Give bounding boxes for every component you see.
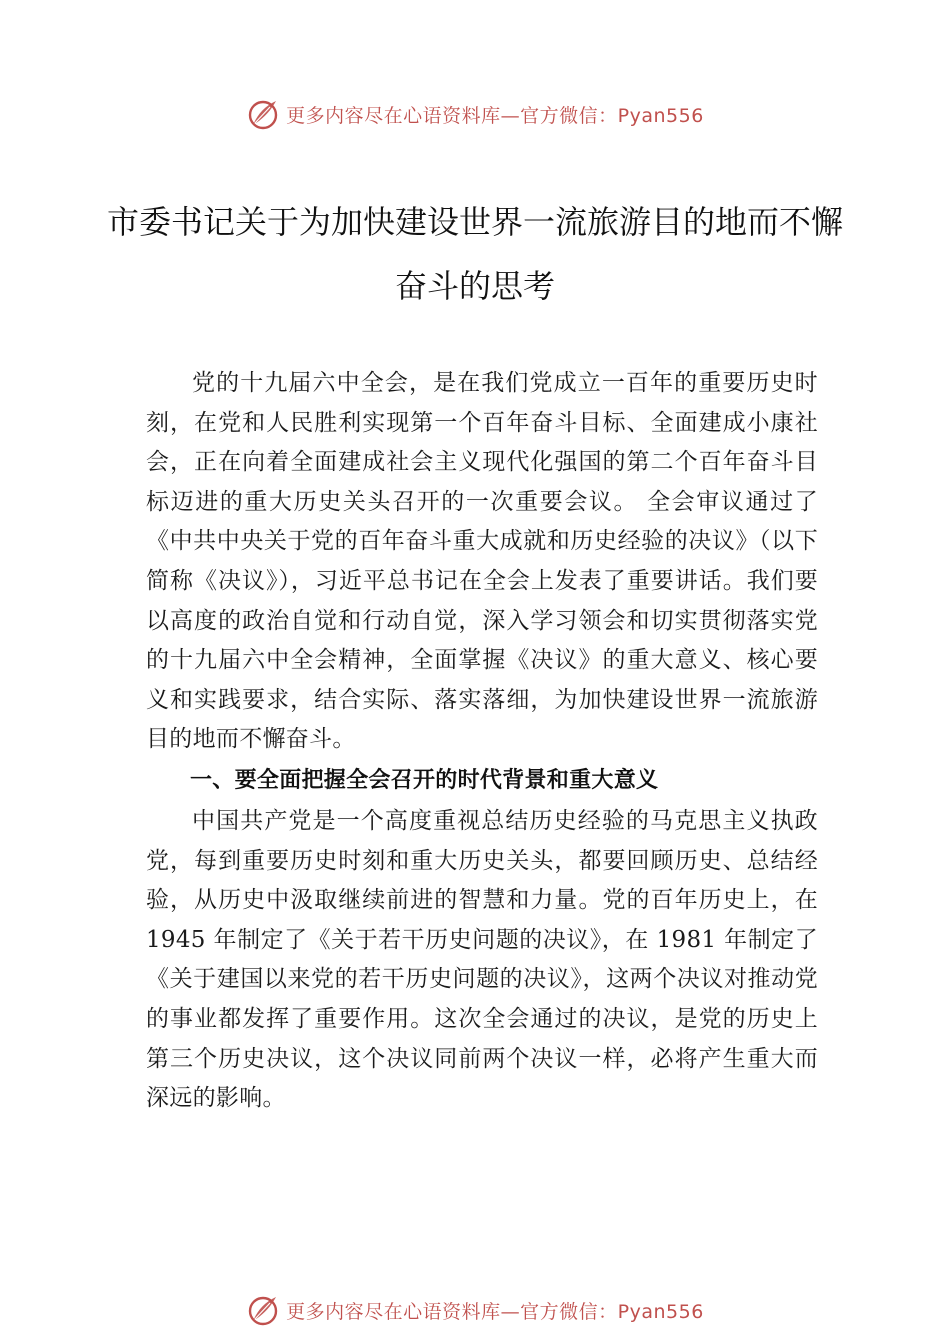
banner-text: 更多内容尽在心语资料库—官方微信：Pyan556 bbox=[286, 1300, 704, 1323]
header-banner bbox=[0, 94, 950, 134]
document-title: 市委书记关于为加快建设世界一流旅游目的地而不懈奋斗的思考 bbox=[106, 203, 843, 305]
banner-text: 更多内容尽在心语资料库—官方微信：Pyan556 bbox=[286, 104, 704, 127]
feather-pen-logo-icon bbox=[246, 97, 280, 131]
section-heading-1: 一、要全面把握全会召开的时代背景和重大意义 bbox=[190, 767, 659, 793]
wechat-id: Pyan556 bbox=[617, 104, 704, 127]
intro-paragraph: 党的十九届六中全会，是在我们党成立一百年的重要历史时刻，在党和人民胜利实现第一个百年奋斗目标、全面建成小康社会，正在向着全面建成社会主义现代化强国的第二个百年奋斗目标迈进的重大历史关头召开的一次重要会议。 全会审议通过了《中共中央关于党的百年奋斗重大成就和历史经验的决议》（以下简称《决议》），习近平总书记在全会上发表了重要讲话。我们要以高度的政治自觉和行动自觉，深入学习领会和切实贯彻落实党的十九届六中全会精神，全面掌握《决议》的重大意义、核心要义和实践要求，结合实际、落实落细，为加快建设世界一流旅游目的地而不懈奋斗。 bbox=[146, 370, 818, 753]
document-body bbox=[146, 364, 818, 1119]
section-1-paragraph: 中国共产党是一个高度重视总结历史经验的马克思主义执政党，每到重要历史时刻和重大历史关头，都要回顾历史、总结经验，从历史中汲取继续前进的智慧和力量。党的百年历史上，在 1945 年制定了《关于若干历史问题的决议》，在 1981 年制定了《关于建国以来党的若干历史问题的决议》，这两个决议对推动党的事业都发挥了重要作用。这次全会通过的决议，是党的历史上第三个历史决议，这个决议同前两个决议一样，必将产生重大而深远的影响。 bbox=[146, 807, 818, 1112]
feather-pen-logo-icon bbox=[246, 1293, 280, 1327]
footer-banner bbox=[0, 1290, 950, 1330]
wechat-id: Pyan556 bbox=[617, 1300, 704, 1323]
